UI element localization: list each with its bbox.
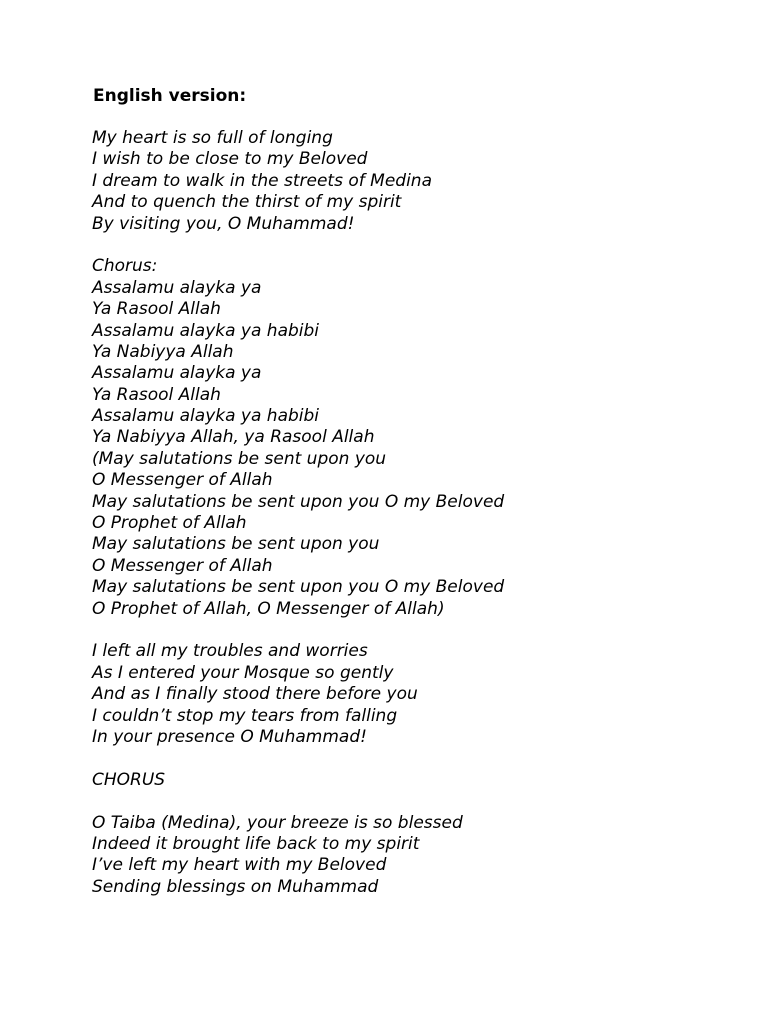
lyric-line: I left all my troubles and worries <box>92 641 368 662</box>
lyric-line: Ya Rasool Allah <box>92 299 221 320</box>
lyric-line: By visiting you, O Muhammad! <box>92 213 355 234</box>
lyric-line: And as I finally stood there before you <box>92 684 418 705</box>
chorus-label: Chorus: <box>92 256 158 277</box>
verse-2 <box>92 641 732 748</box>
document-heading: English version: <box>93 86 247 106</box>
lyric-line: O Messenger of Allah <box>92 555 273 576</box>
lyric-line: May salutations be sent upon you <box>92 534 380 555</box>
lyric-line: I wish to be close to my Beloved <box>92 149 368 170</box>
lyric-line: May salutations be sent upon you O my Beloved <box>92 491 505 512</box>
lyric-line: As I entered your Mosque so gently <box>92 662 394 683</box>
lyric-line: Ya Nabiyya Allah <box>92 341 234 362</box>
lyric-line: Ya Rasool Allah <box>92 384 221 405</box>
chorus-marker: CHORUS <box>92 769 166 790</box>
lyric-line: (May salutations be sent upon you <box>92 448 387 469</box>
lyric-line: May salutations be sent upon you O my Beloved <box>92 577 505 598</box>
lyric-line: Assalamu alayka ya <box>92 363 262 384</box>
lyric-line: In your presence O Muhammad! <box>92 726 367 747</box>
lyric-line: My heart is so full of longing <box>92 128 333 148</box>
lyric-line: I dream to walk in the streets of Medina <box>92 170 432 191</box>
lyric-line: And to quench the thirst of my spirit <box>92 192 402 213</box>
lyric-line: Assalamu alayka ya habibi <box>92 406 320 427</box>
lyric-line: I’ve left my heart with my Beloved <box>92 855 387 876</box>
lyric-line: Assalamu alayka ya habibi <box>92 320 320 341</box>
lyric-line: Sending blessings on Muhammad <box>92 876 379 897</box>
chorus <box>92 256 732 620</box>
lyric-line: Assalamu alayka ya <box>92 277 262 298</box>
lyric-line: O Taiba (Medina), your breeze is so blessed <box>92 812 463 833</box>
lyrics-body <box>92 128 732 919</box>
lyric-line: O Messenger of Allah <box>92 470 273 491</box>
lyric-line: Indeed it brought life back to my spirit <box>92 833 420 854</box>
lyric-line: O Prophet of Allah, O Messenger of Allah) <box>92 598 445 619</box>
lyric-line: Ya Nabiyya Allah, ya Rasool Allah <box>92 427 375 448</box>
chorus-repeat <box>92 770 732 791</box>
lyric-line: O Prophet of Allah <box>92 513 247 534</box>
verse-1 <box>92 128 732 235</box>
lyric-line: I couldn’t stop my tears from falling <box>92 705 398 726</box>
verse-3 <box>92 813 732 899</box>
